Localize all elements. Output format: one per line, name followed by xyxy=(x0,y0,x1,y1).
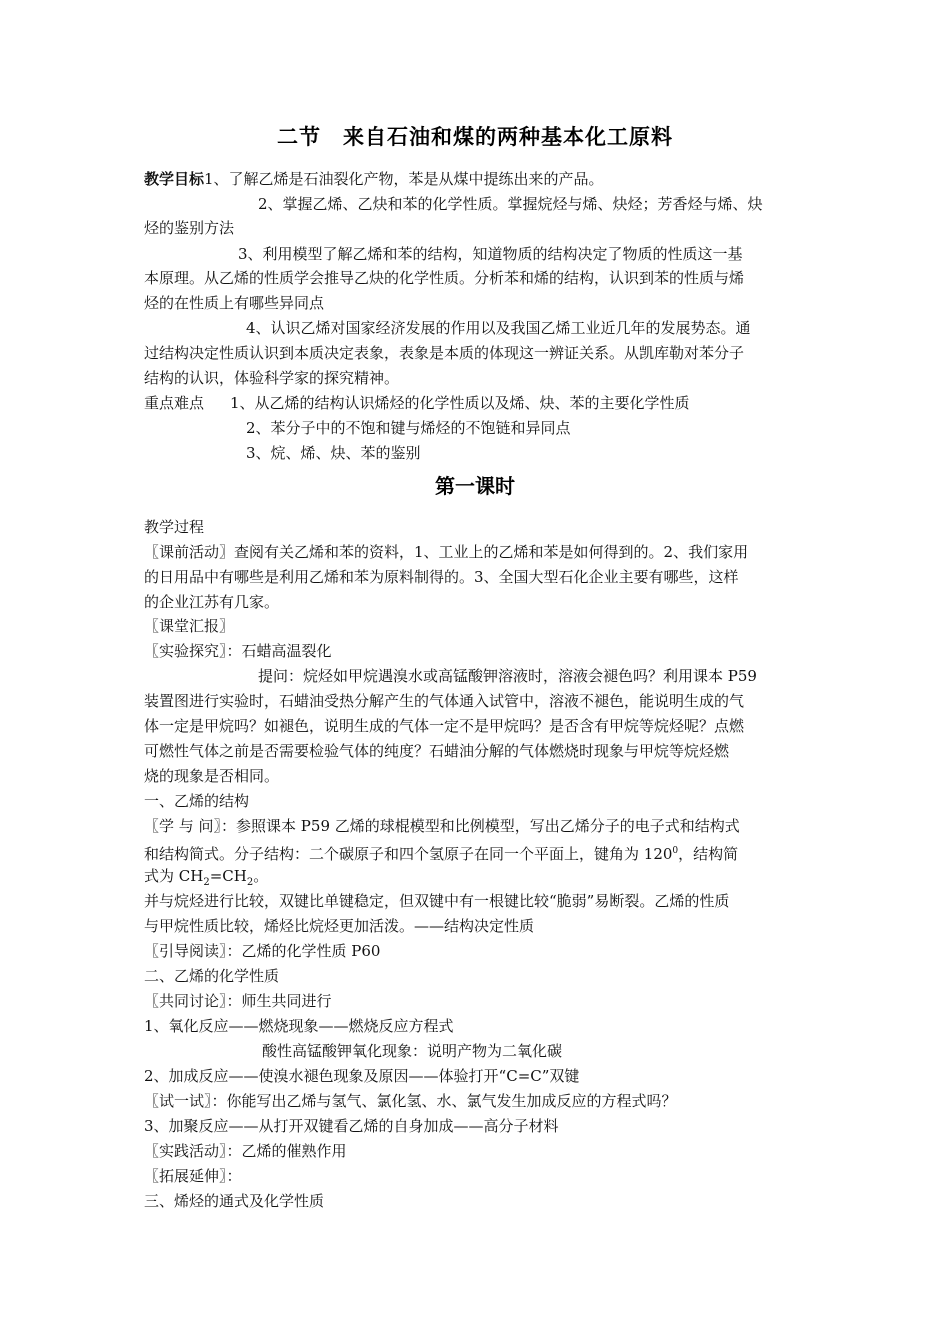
objective-2-cont: 烃的鉴别方法 xyxy=(144,219,235,237)
key-point-1: 1、从乙烯的结构认识烯烃的化学性质以及烯、炔、苯的主要化学性质 xyxy=(230,394,690,412)
section-2-heading: 二、乙烯的化学性质 xyxy=(144,967,280,985)
objective-3-cont-1: 本原理。从乙烯的性质学会推导乙炔的化学性质。分析苯和烯的结构，认识到苯的性质与烯 xyxy=(144,269,745,287)
key-points-label: 重点难点 xyxy=(144,394,205,412)
question-5: 烧的现象是否相同。 xyxy=(144,767,280,785)
guided-reading: 〖引导阅读〗：乙烯的化学性质 P60 xyxy=(144,942,381,960)
formula-end: 。 xyxy=(253,867,269,885)
comparison-1: 并与烷烃进行比较，双键比单键稳定，但双键中有一根键比较“脆弱”易断裂。乙烯的性质 xyxy=(144,892,730,910)
objective-4-cont-1: 过结构决定性质认识到本质决定表象，表象是本质的体现这一辨证关系。从凯库勒对苯分子 xyxy=(144,344,745,362)
key-points-line-1 xyxy=(144,391,824,415)
reaction-polymerization: 3、加聚反应——从打开双键看乙烯的自身加成——高分子材料 xyxy=(144,1117,559,1135)
key-point-3: 3、烷、烯、炔、苯的鉴别 xyxy=(246,444,421,462)
objective-3-cont-2: 烃的在性质上有哪些异同点 xyxy=(144,294,325,312)
section-1-heading: 一、乙烯的结构 xyxy=(144,792,250,810)
pre-activity-3: 的企业江苏有几家。 xyxy=(144,593,280,611)
question-4: 可燃性气体之前是否需要检验气体的纯度？石蜡油分解的气体燃烧时现象与甲烷等烷烃燃 xyxy=(144,742,730,760)
learn-ask-1: 〖学 与 问〗：参照课本 P59 乙烯的球棍模型和比例模型，写出乙烯分子的电子式和结构式 xyxy=(144,817,740,835)
formula-prefix: 式为 CH xyxy=(144,867,204,885)
objective-4: 4、认识乙烯对国家经济发展的作用以及我国乙烯工业近几年的发展势态。通 xyxy=(246,319,751,337)
objective-3: 3、利用模型了解乙烯和苯的结构，知道物质的结构决定了物质的性质这一基 xyxy=(238,245,743,263)
question-3: 体一定是甲烷吗？如褪色，说明生成的气体一定不是甲烷吗？是否含有甲烷等烷烃呢？点燃 xyxy=(144,717,745,735)
section-3-heading: 三、烯烃的通式及化学性质 xyxy=(144,1192,325,1210)
formula-mid: =CH xyxy=(209,867,247,885)
extension: 〖拓展延伸〗： xyxy=(144,1167,242,1185)
reaction-addition: 2、加成反应——使溴水褪色现象及原因——体验打开“C=C”双键 xyxy=(144,1067,580,1085)
degree-superscript: 0 xyxy=(672,846,679,856)
pre-activity-1: 〖课前活动〗查阅有关乙烯和苯的资料，1、工业上的乙烯和苯是如何得到的。2、我们家用 xyxy=(144,543,749,561)
objective-4-cont-2: 结构的认识，体验科学家的探究精神。 xyxy=(144,369,400,387)
try-it: 〖试一试〗：你能写出乙烯与氢气、氯化氢、水、氯气发生加成反应的方程式吗？ xyxy=(144,1092,677,1110)
experiment-inquiry: 〖实验探究〗：石蜡高温裂化 xyxy=(144,642,332,660)
comparison-2: 与甲烷性质比较，烯烃比烷烃更加活泼。——结构决定性质 xyxy=(144,917,535,935)
lesson-subtitle: 第一课时 xyxy=(435,474,515,498)
objectives-label: 教学目标 xyxy=(144,170,205,188)
formula-subscript-1: 2 xyxy=(203,877,210,888)
learn-ask-2 xyxy=(144,839,824,866)
practice-activity: 〖实践活动〗：乙烯的催熟作用 xyxy=(144,1142,347,1160)
pre-activity-2: 的日用品中有哪些是利用乙烯和苯为原料制得的。3、全国大型石化企业主要有哪些，这样 xyxy=(144,568,739,586)
learn-ask-2-text: 和结构简式。分子结构：二个碳原子和四个氢原子在同一个平面上，键角为 120 xyxy=(144,845,673,863)
key-point-2: 2、苯分子中的不饱和键与烯烃的不饱链和异同点 xyxy=(246,419,571,437)
reaction-oxidation-kmno4: 酸性高锰酸钾氧化现象：说明产物为二氧化碳 xyxy=(262,1042,563,1060)
objective-1: 1、了解乙烯是石油裂化产物，苯是从煤中提练出来的产品。 xyxy=(204,170,604,188)
objectives-line-1 xyxy=(144,167,824,191)
class-report: 〖课堂汇报〗 xyxy=(144,617,235,635)
document-title: 二节 来自石油和煤的两种基本化工原料 xyxy=(277,125,673,149)
reaction-oxidation: 1、氧化反应——燃烧现象——燃烧反应方程式 xyxy=(144,1017,454,1035)
question-1: 提问：烷烃如甲烷遇溴水或高锰酸钾溶液时，溶液会褪色吗？利用课本 P59 xyxy=(258,667,757,685)
objective-2: 2、掌握乙烯、乙炔和苯的化学性质。掌握烷烃与烯、炔烃；芳香烃与烯、炔 xyxy=(258,195,763,213)
question-2: 装置图进行实验时，石蜡油受热分解产生的气体通入试管中，溶液不褪色，能说明生成的气 xyxy=(144,692,745,710)
teaching-process-heading: 教学过程 xyxy=(144,518,205,536)
learn-ask-2-end: ，结构简 xyxy=(678,845,739,863)
joint-discussion: 〖共同讨论〗：师生共同进行 xyxy=(144,992,332,1010)
formula-subscript-2: 2 xyxy=(246,877,254,888)
